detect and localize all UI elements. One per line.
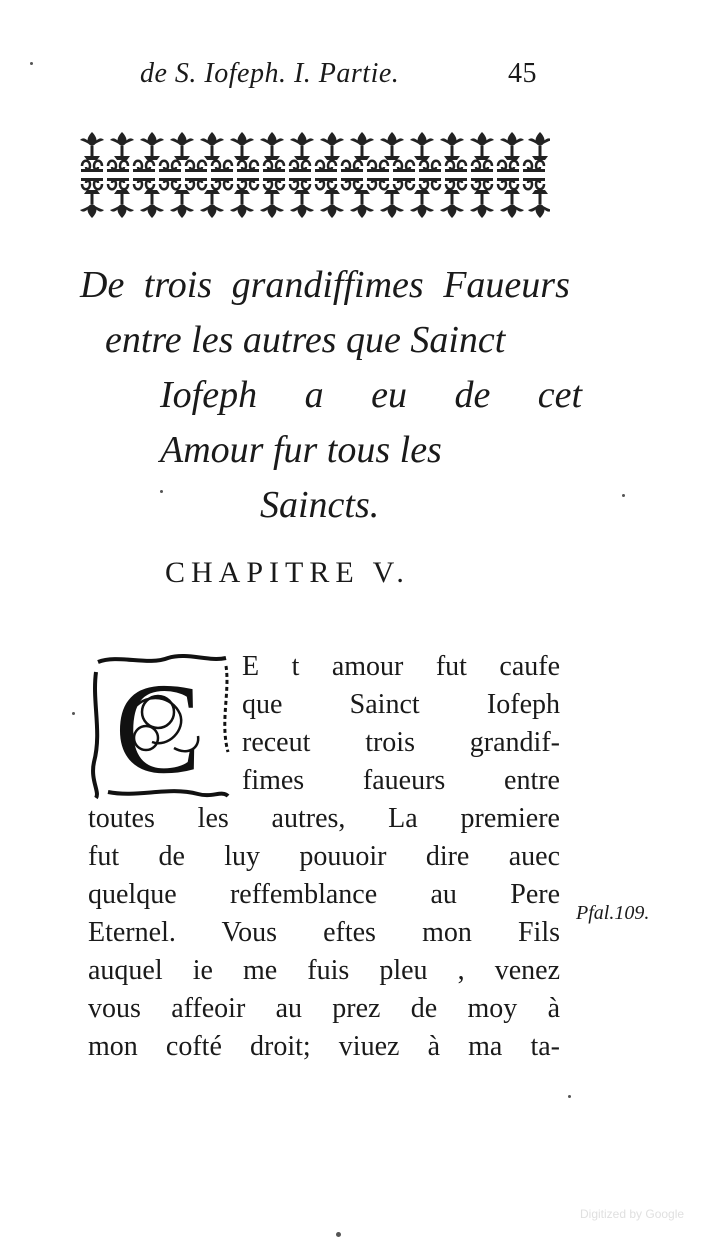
section-heading: [60, 258, 583, 533]
paper-speck: [30, 62, 33, 65]
text-line: E t amour fut caufe: [242, 651, 560, 682]
text-line: receut trois grandif-: [242, 727, 560, 758]
text-line: quelque reffemblance au Pere: [88, 879, 560, 910]
paper-speck: [160, 490, 163, 493]
heading-line: Iofeph a eu de cet: [160, 374, 583, 416]
text-line: toutes les autres, La premiere: [88, 803, 560, 834]
paper-speck: [568, 1095, 571, 1098]
margin-note: Pfal.109.: [576, 902, 650, 924]
heading-line: Amour fur tous les: [160, 429, 442, 471]
floral-ornament-band: [78, 128, 550, 220]
heading-line: De trois grandiffimes Faueurs: [80, 264, 570, 306]
heading-line: Saincts.: [260, 484, 380, 526]
drop-cap-letter: C: [114, 657, 202, 801]
text-line: que Sainct Iofeph: [242, 689, 560, 720]
text-line: fut de luy pouuoir dire auec: [88, 841, 560, 872]
body-paragraph: [88, 648, 560, 1066]
text-line: fimes faueurs entre: [242, 765, 560, 796]
text-line: mon cofté droit; viuez à ma ta-: [88, 1031, 560, 1062]
text-line: auquel ie me fuis pleu , venez: [88, 955, 560, 986]
heading-line: entre les autres que Sainct: [105, 319, 506, 361]
text-line: vous affeoir au prez de moy à: [88, 993, 560, 1024]
paper-speck: [622, 494, 625, 497]
running-head-title: de S. Iofeph. I. Partie.: [140, 58, 400, 89]
chapter-title: CHAPITRE V.: [165, 556, 410, 589]
watermark: Digitized by Google: [580, 1207, 685, 1221]
page-number: 45: [508, 58, 537, 89]
paper-speck: [72, 712, 75, 715]
paper-speck: [336, 1232, 341, 1237]
text-line: Eternel. Vous eftes mon Fils: [88, 917, 560, 948]
